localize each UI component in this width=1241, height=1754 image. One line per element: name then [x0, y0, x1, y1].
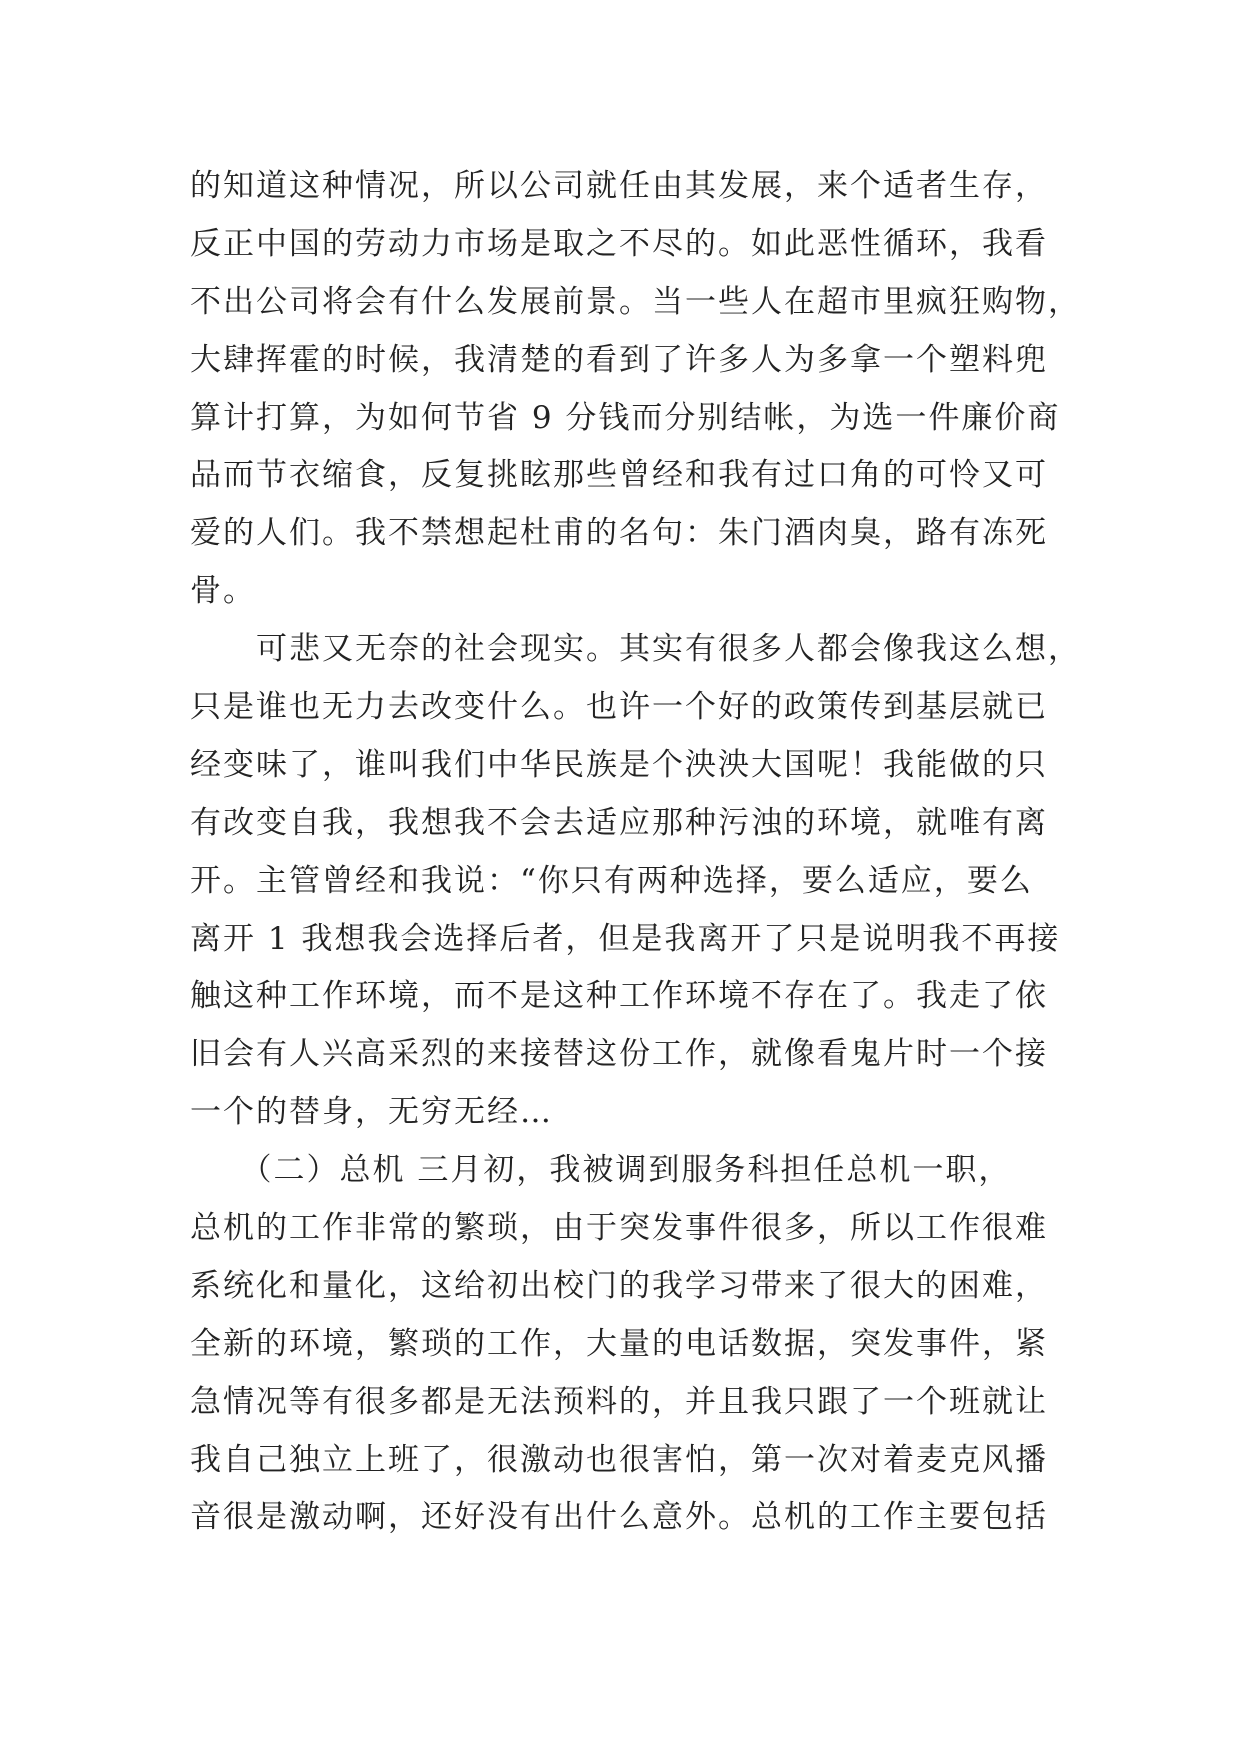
text-line: 有改变自我，我想我不会去适应那种污浊的环境，就唯有离 — [190, 804, 1048, 841]
text-line: 不出公司将会有什么发展前景。当一些人在超市里疯狂购物， — [190, 283, 1081, 320]
text-line: 经变味了，谁叫我们中华民族是个泱泱大国呢！我能做的只 — [190, 746, 1048, 783]
text-line: 算计打算，为如何节省 9 分钱而分别结帐，为选一件廉价商 — [190, 399, 1061, 436]
text-line: 反正中国的劳动力市场是取之不尽的。如此恶性循环，我看 — [190, 225, 1048, 262]
text-line: 大肆挥霍的时候，我清楚的看到了许多人为多拿一个塑料兜 — [190, 341, 1048, 378]
text-line: 品而节衣缩食，反复挑眩那些曾经和我有过口角的可怜又可 — [190, 457, 1048, 494]
text-line: 一个的替身，无穷无经… — [190, 1094, 553, 1131]
text-line: 开。主管曾经和我说：“你只有两种选择，要么适应，要么 — [190, 862, 1033, 899]
text-line: （二）总机 三月初，我被调到服务科担任总机一职， — [190, 1152, 1012, 1189]
text-line: 可悲又无奈的社会现实。其实有很多人都会像我这么想， — [190, 631, 1081, 668]
text-line: 骨。 — [190, 573, 256, 610]
text-line: 全新的环境，繁琐的工作，大量的电话数据，突发事件，紧 — [190, 1325, 1048, 1362]
text-line: 总机的工作非常的繁琐，由于突发事件很多，所以工作很难 — [190, 1210, 1048, 1247]
body-text — [190, 158, 1090, 1547]
text-line: 触这种工作环境，而不是这种工作环境不存在了。我走了依 — [190, 978, 1048, 1015]
text-line: 只是谁也无力去改变什么。也许一个好的政策传到基层就已 — [190, 689, 1048, 726]
text-line: 爱的人们。我不禁想起杜甫的名句：朱门酒肉臭，路有冻死 — [190, 515, 1048, 552]
text-line: 离开 1 我想我会选择后者，但是我离开了只是说明我不再接 — [190, 920, 1061, 957]
text-line: 我自己独立上班了，很激动也很害怕，第一次对着麦克风播 — [190, 1441, 1048, 1478]
text-line: 系统化和量化，这给初出校门的我学习带来了很大的困难， — [190, 1267, 1048, 1304]
text-line: 音很是激动啊，还好没有出什么意外。总机的工作主要包括 — [190, 1499, 1048, 1536]
text-line: 的知道这种情况，所以公司就任由其发展，来个适者生存， — [190, 168, 1048, 204]
text-line: 急情况等有很多都是无法预料的，并且我只跟了一个班就让 — [190, 1383, 1048, 1420]
text-line: 旧会有人兴高采烈的来接替这份工作，就像看鬼片时一个接 — [190, 1036, 1048, 1073]
